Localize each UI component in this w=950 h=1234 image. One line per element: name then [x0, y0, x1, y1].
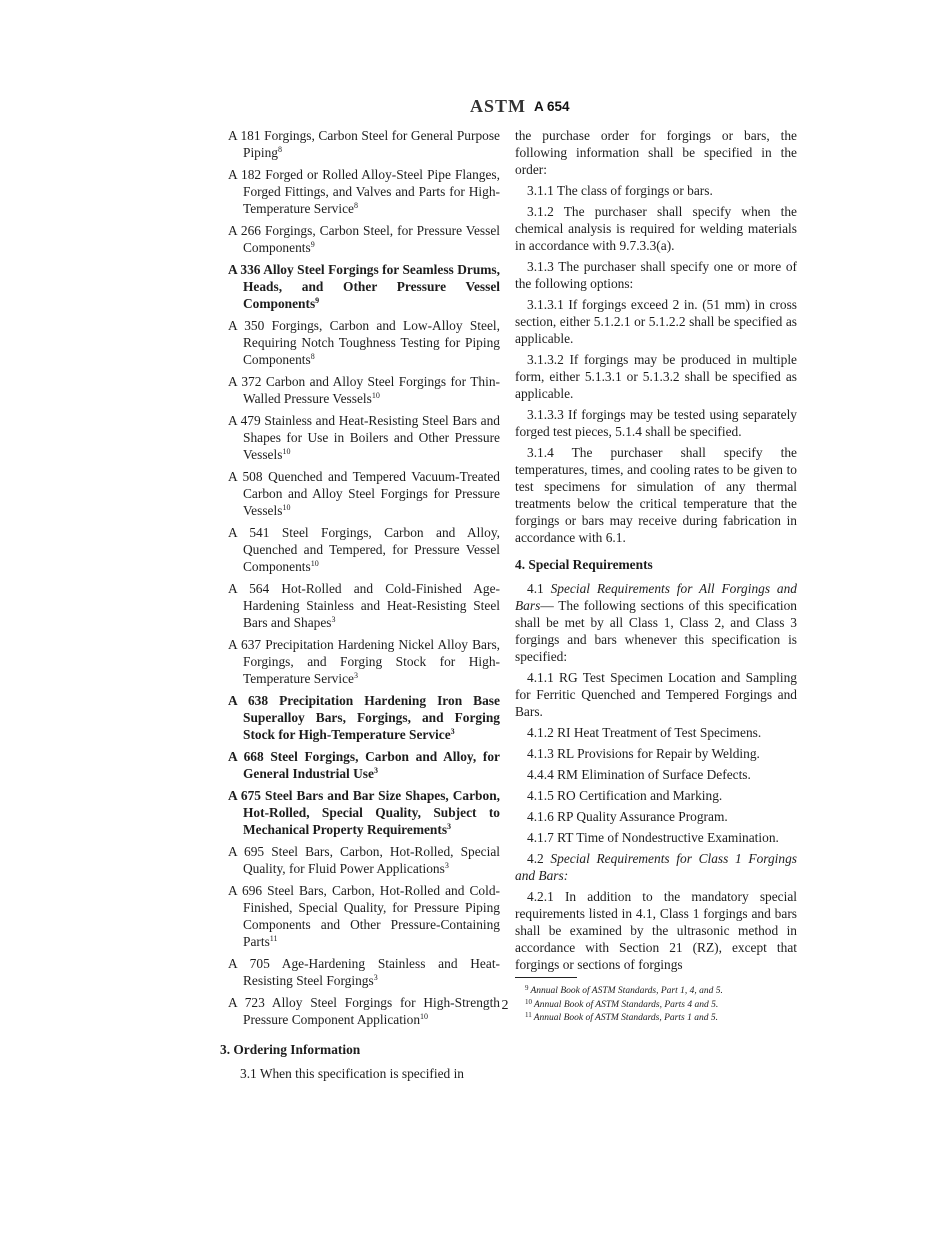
reference-code: A 181 [228, 128, 261, 143]
reference-footnote-mark: 3 [331, 615, 336, 624]
reference-item [228, 787, 500, 838]
footnote-mark: 9 [525, 984, 529, 992]
reference-footnote-mark: 10 [282, 503, 291, 512]
paragraph-4-1 [515, 580, 797, 665]
section-3-heading: 3. Ordering Information [220, 1042, 361, 1057]
reference-item [228, 373, 500, 407]
astm-logo: ASTM [470, 96, 527, 116]
paragraph-4-4-4: 4.4.4 RM Elimination of Surface Defects. [527, 767, 751, 782]
reference-code: A 675 [228, 788, 262, 803]
paragraph-3-1-start: 3.1 When this specification is specified in [240, 1066, 464, 1081]
reference-footnote-mark: 3 [373, 973, 378, 982]
paragraph-4-1-7: 4.1.7 RT Time of Nondestructive Examination. [527, 830, 779, 845]
reference-code: A 541 [228, 525, 270, 540]
reference-item [228, 955, 500, 989]
reference-footnote-mark: 9 [310, 240, 315, 249]
reference-item [228, 222, 500, 256]
reference-item [228, 412, 500, 463]
paragraph-4-2-title: Special Requirements for Class 1 Forgings and Bars: [515, 851, 797, 883]
left-column [220, 127, 501, 1086]
paragraph-3-1-1: 3.1.1 The class of forgings or bars. [527, 183, 713, 198]
reference-item [228, 317, 500, 368]
reference-code: A 479 [228, 413, 261, 428]
paragraph-4-1-3: 4.1.3 RL Provisions for Repair by Welding. [527, 746, 760, 761]
reference-title: Quenched and Tempered Vacuum-Treated Carbon and Alloy Steel Forgings for Pressure Vessels [243, 469, 501, 518]
reference-code: A 637 [228, 637, 262, 652]
footnote-text: Annual Book of ASTM Standards, Part 1, 4, and 5. [530, 986, 723, 996]
reference-code: A 350 [228, 318, 265, 333]
reference-item [228, 692, 500, 743]
reference-footnote-mark: 3 [447, 822, 452, 831]
paragraph-3-1-3-3: 3.1.3.3 If forgings may be tested using separately forged test pieces, 5.1.4 shall be specified. [515, 407, 797, 439]
paragraph-4-1-text: — The following sections of this specification shall be met by all Class 1, Class 2, and Class 3 forgings and bars whenever this specification is specified: [515, 598, 797, 664]
reference-title: Steel Bars, Carbon, Hot-Rolled and Cold-Finished, Special Quality, for Pressure Piping Components and Other Pressure-Containing Parts [243, 883, 500, 949]
footnote-mark: 10 [525, 997, 532, 1006]
reference-code: A 705 [228, 956, 270, 971]
reference-footnote-mark: 10 [371, 391, 380, 400]
reference-item [228, 636, 500, 687]
reference-item [228, 127, 500, 161]
reference-item [228, 580, 500, 631]
reference-footnote-mark: 3 [373, 766, 378, 775]
paragraph-4-2-1: 4.2.1 In addition to the mandatory special requirements listed in 4.1, Class 1 forgings and bars shall be examined by the ultrasonic method in accordance with Section 21 (RZ), except that forgings or sections of forgings [515, 889, 797, 972]
reference-item [228, 166, 500, 217]
paragraph-3-1-4: 3.1.4 The purchaser shall specify the temperatures, times, and cooling rates to be given to test specimens for simulation of any thermal treatments below the critical temperature that the forgings or bars may receive during fabrication in accordance with 6.1. [515, 445, 797, 545]
reference-code: A 723 [228, 995, 265, 1010]
reference-footnote-mark: 8 [310, 352, 315, 361]
reference-title: Carbon and Alloy Steel Forgings for Thin-Walled Pressure Vessels [243, 374, 500, 406]
reference-code: A 564 [228, 581, 270, 596]
reference-title: Alloy Steel Forgings for Seamless Drums, Heads, and Other Pressure Vessel Components [243, 262, 500, 311]
right-column [515, 127, 797, 1024]
section-4-heading: 4. Special Requirements [515, 557, 653, 572]
page-number: 2 [501, 998, 509, 1013]
reference-item [228, 524, 500, 575]
reference-code: A 696 [228, 883, 263, 898]
reference-title: Forgings, Carbon and Low-Alloy Steel, Requiring Notch Toughness Testing for Piping Components [243, 318, 500, 367]
reference-title: Steel Bars and Bar Size Shapes, Carbon, Hot-Rolled, Special Quality, Subject to Mechanical Property Requirements [243, 788, 500, 837]
reference-footnote-mark: 8 [353, 201, 358, 210]
reference-title: Forgings, Carbon Steel, for Pressure Vessel Components [243, 223, 500, 255]
reference-footnote-mark: 11 [269, 934, 278, 943]
paragraph-3-1-3-2: 3.1.3.2 If forgings may be produced in multiple form, either 5.1.3.1 or 5.1.3.2 shall be specified as applicable. [515, 352, 797, 401]
reference-list [228, 127, 500, 1028]
footnote-rule [515, 977, 577, 978]
reference-footnote-mark: 3 [353, 671, 358, 680]
reference-title: Forgings, Carbon Steel for General Purpose Piping [243, 128, 500, 160]
reference-title: Alloy Steel Forgings for High-Strength Pressure Component Application [243, 995, 501, 1027]
reference-code: A 336 [228, 262, 261, 277]
footnote [525, 983, 797, 997]
reference-code: A 508 [228, 469, 263, 484]
reference-footnote-mark: 9 [315, 296, 320, 305]
paragraph-4-2-number: 4.2 [527, 851, 544, 866]
paragraph-4-1-5: 4.1.5 RO Certification and Marking. [527, 788, 723, 803]
reference-code: A 695 [228, 844, 265, 859]
reference-title: Forged or Rolled Alloy-Steel Pipe Flanges, Forged Fittings, and Valves and Parts for High-Temperature Service [243, 167, 500, 216]
reference-item [228, 843, 500, 877]
reference-item [228, 468, 500, 519]
reference-title: Stainless and Heat-Resisting Steel Bars and Shapes for Use in Boilers and Other Pressure Vessels [243, 413, 500, 462]
page-header [470, 96, 570, 117]
reference-footnote-mark: 3 [444, 861, 449, 870]
paragraph-3-1-2: 3.1.2 The purchaser shall specify when the chemical analysis is required for welding materials in accordance with 9.7.3.3(a). [515, 204, 797, 253]
reference-title: Steel Forgings, Carbon and Alloy, Quenched and Tempered, for Pressure Vessel Components [243, 525, 500, 574]
paragraph-3-1-3: 3.1.3 The purchaser shall specify one or more of the following options: [515, 259, 797, 291]
reference-title: Precipitation Hardening Iron Base Superalloy Bars, Forgings, and Forging Stock for High-Temperature Service [243, 693, 500, 742]
paragraph-4-1-number: 4.1 [527, 581, 544, 596]
reference-footnote-mark: 10 [420, 1012, 429, 1021]
reference-code: A 182 [228, 167, 262, 182]
reference-code: A 668 [228, 749, 264, 764]
reference-title: Age-Hardening Stainless and Heat-Resisting Steel Forgings [243, 956, 500, 988]
paragraph-4-1-title: Special Requirements for All Forgings and Bars [515, 581, 797, 613]
reference-footnote-mark: 10 [310, 559, 319, 568]
reference-code: A 372 [228, 374, 262, 389]
paragraph-4-1-1: 4.1.1 RG Test Specimen Location and Sampling for Ferritic Quenched and Tempered Forgings and Bars. [515, 670, 797, 719]
reference-footnote-mark: 3 [450, 727, 455, 736]
footnote-text: Annual Book of ASTM Standards, Parts 4 and 5. [534, 999, 719, 1010]
reference-item [228, 748, 500, 782]
reference-title: Precipitation Hardening Nickel Alloy Bars, Forgings, and Forging Stock for High-Temperature Service [243, 637, 500, 686]
reference-item [228, 261, 500, 312]
footnote-text: Annual Book of ASTM Standards, Parts 1 and 5. [533, 1013, 718, 1023]
reference-footnote-mark: 8 [277, 145, 282, 154]
paragraph-4-1-2: 4.1.2 RI Heat Treatment of Test Specimens. [527, 725, 762, 740]
reference-title: Hot-Rolled and Cold-Finished Age-Hardening Stainless and Heat-Resisting Steel Bars and Shapes [243, 581, 500, 630]
paragraph-4-2 [515, 850, 797, 884]
paragraph-4-1-6: 4.1.6 RP Quality Assurance Program. [527, 809, 728, 824]
standard-number: A 654 [534, 99, 570, 114]
reference-code: A 638 [228, 693, 269, 708]
footnote-mark: 11 [525, 1011, 532, 1019]
reference-code: A 266 [228, 223, 261, 238]
reference-title: Steel Bars, Carbon, Hot-Rolled, Special Quality, for Fluid Power Applications [243, 844, 500, 876]
reference-footnote-mark: 10 [282, 447, 291, 456]
reference-title: Steel Forgings, Carbon and Alloy, for General Industrial Use [243, 749, 500, 781]
paragraph-3-1-continued: the purchase order for forgings or bars, the following information shall be specified in the order: [515, 128, 797, 177]
paragraph-3-1-3-1: 3.1.3.1 If forgings exceed 2 in. (51 mm) in cross section, either 5.1.2.1 or 5.1.2.2 shall be specified as applicable. [515, 297, 797, 346]
reference-item [228, 882, 500, 950]
